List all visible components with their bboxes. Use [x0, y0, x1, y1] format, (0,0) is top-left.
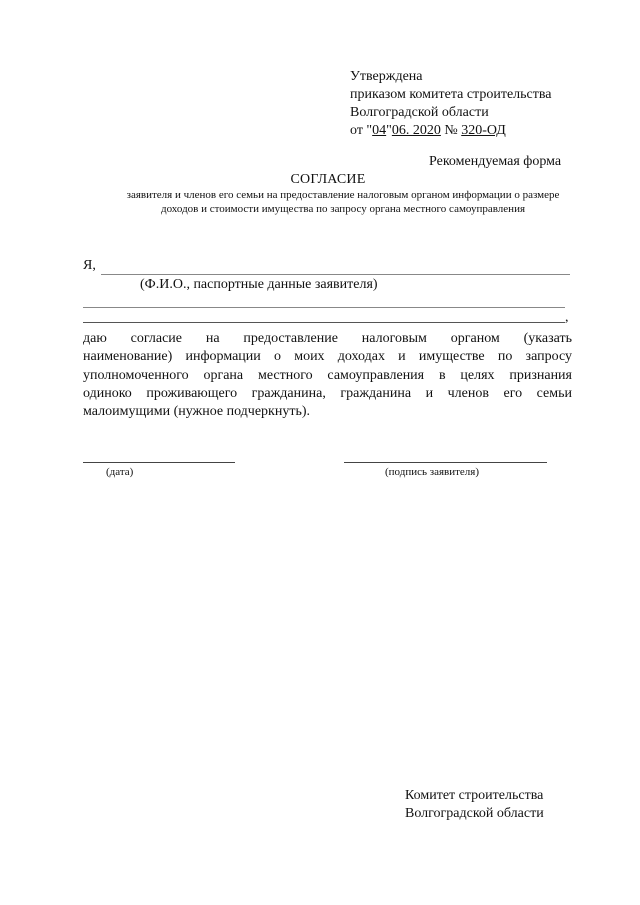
approval-day: 04	[372, 123, 387, 138]
approval-number: 320-ОД	[461, 123, 506, 138]
approval-month-year: 06. 2020	[391, 123, 441, 138]
date-field[interactable]	[83, 462, 235, 463]
applicant-name-field[interactable]	[101, 274, 570, 275]
signature-field[interactable]	[344, 462, 547, 463]
approval-date-line	[350, 122, 552, 140]
approval-line-3: Волгоградской области	[350, 105, 489, 120]
date-label: (дата)	[106, 466, 134, 478]
recommended-form-label: Рекомендуемая форма	[429, 154, 562, 169]
consent-line-5: малоимущими (нужное подчеркнуть).	[83, 404, 311, 420]
consent-line-1: даю согласие на предоставление налоговым органом (указать	[83, 331, 572, 346]
approval-line-2: приказом комитета строительства	[350, 87, 552, 102]
consent-line-2: наименование) информации о моих доходах и имуществе по запросу	[83, 349, 572, 365]
passport-data-field-2[interactable]	[83, 322, 565, 323]
passport-data-field-1[interactable]	[83, 307, 565, 308]
footer-line-1: Комитет строительства	[405, 788, 544, 803]
applicant-name-row	[83, 258, 570, 276]
approval-line-1: Утверждена	[350, 69, 423, 84]
fio-hint: (Ф.И.О., паспортные данные заявителя)	[140, 277, 378, 292]
consent-line-3: уполномоченного органа местного самоуправления в целях признания	[83, 367, 572, 383]
ya-label: Я,	[83, 258, 96, 273]
footer-block	[405, 787, 544, 823]
comma: ,	[565, 310, 569, 325]
consent-text	[83, 330, 572, 421]
consent-line-4: одиноко проживающего гражданина, гражданина и членов его семьи	[83, 385, 572, 401]
document-title: СОГЛАСИЕ	[290, 172, 366, 187]
footer-line-2: Волгоградской области	[405, 806, 544, 821]
approval-block	[350, 68, 552, 140]
signature-label: (подпись заявителя)	[385, 466, 480, 478]
document-subtitle: заявителя и членов его семьи на предоставление налоговым органом информации о размере доходов и стоимости имущества по запросу органа местного самоуправления	[126, 189, 560, 215]
number-sign: №	[440, 123, 462, 138]
date-mid: "	[386, 123, 392, 138]
date-prefix: от "	[350, 123, 373, 138]
